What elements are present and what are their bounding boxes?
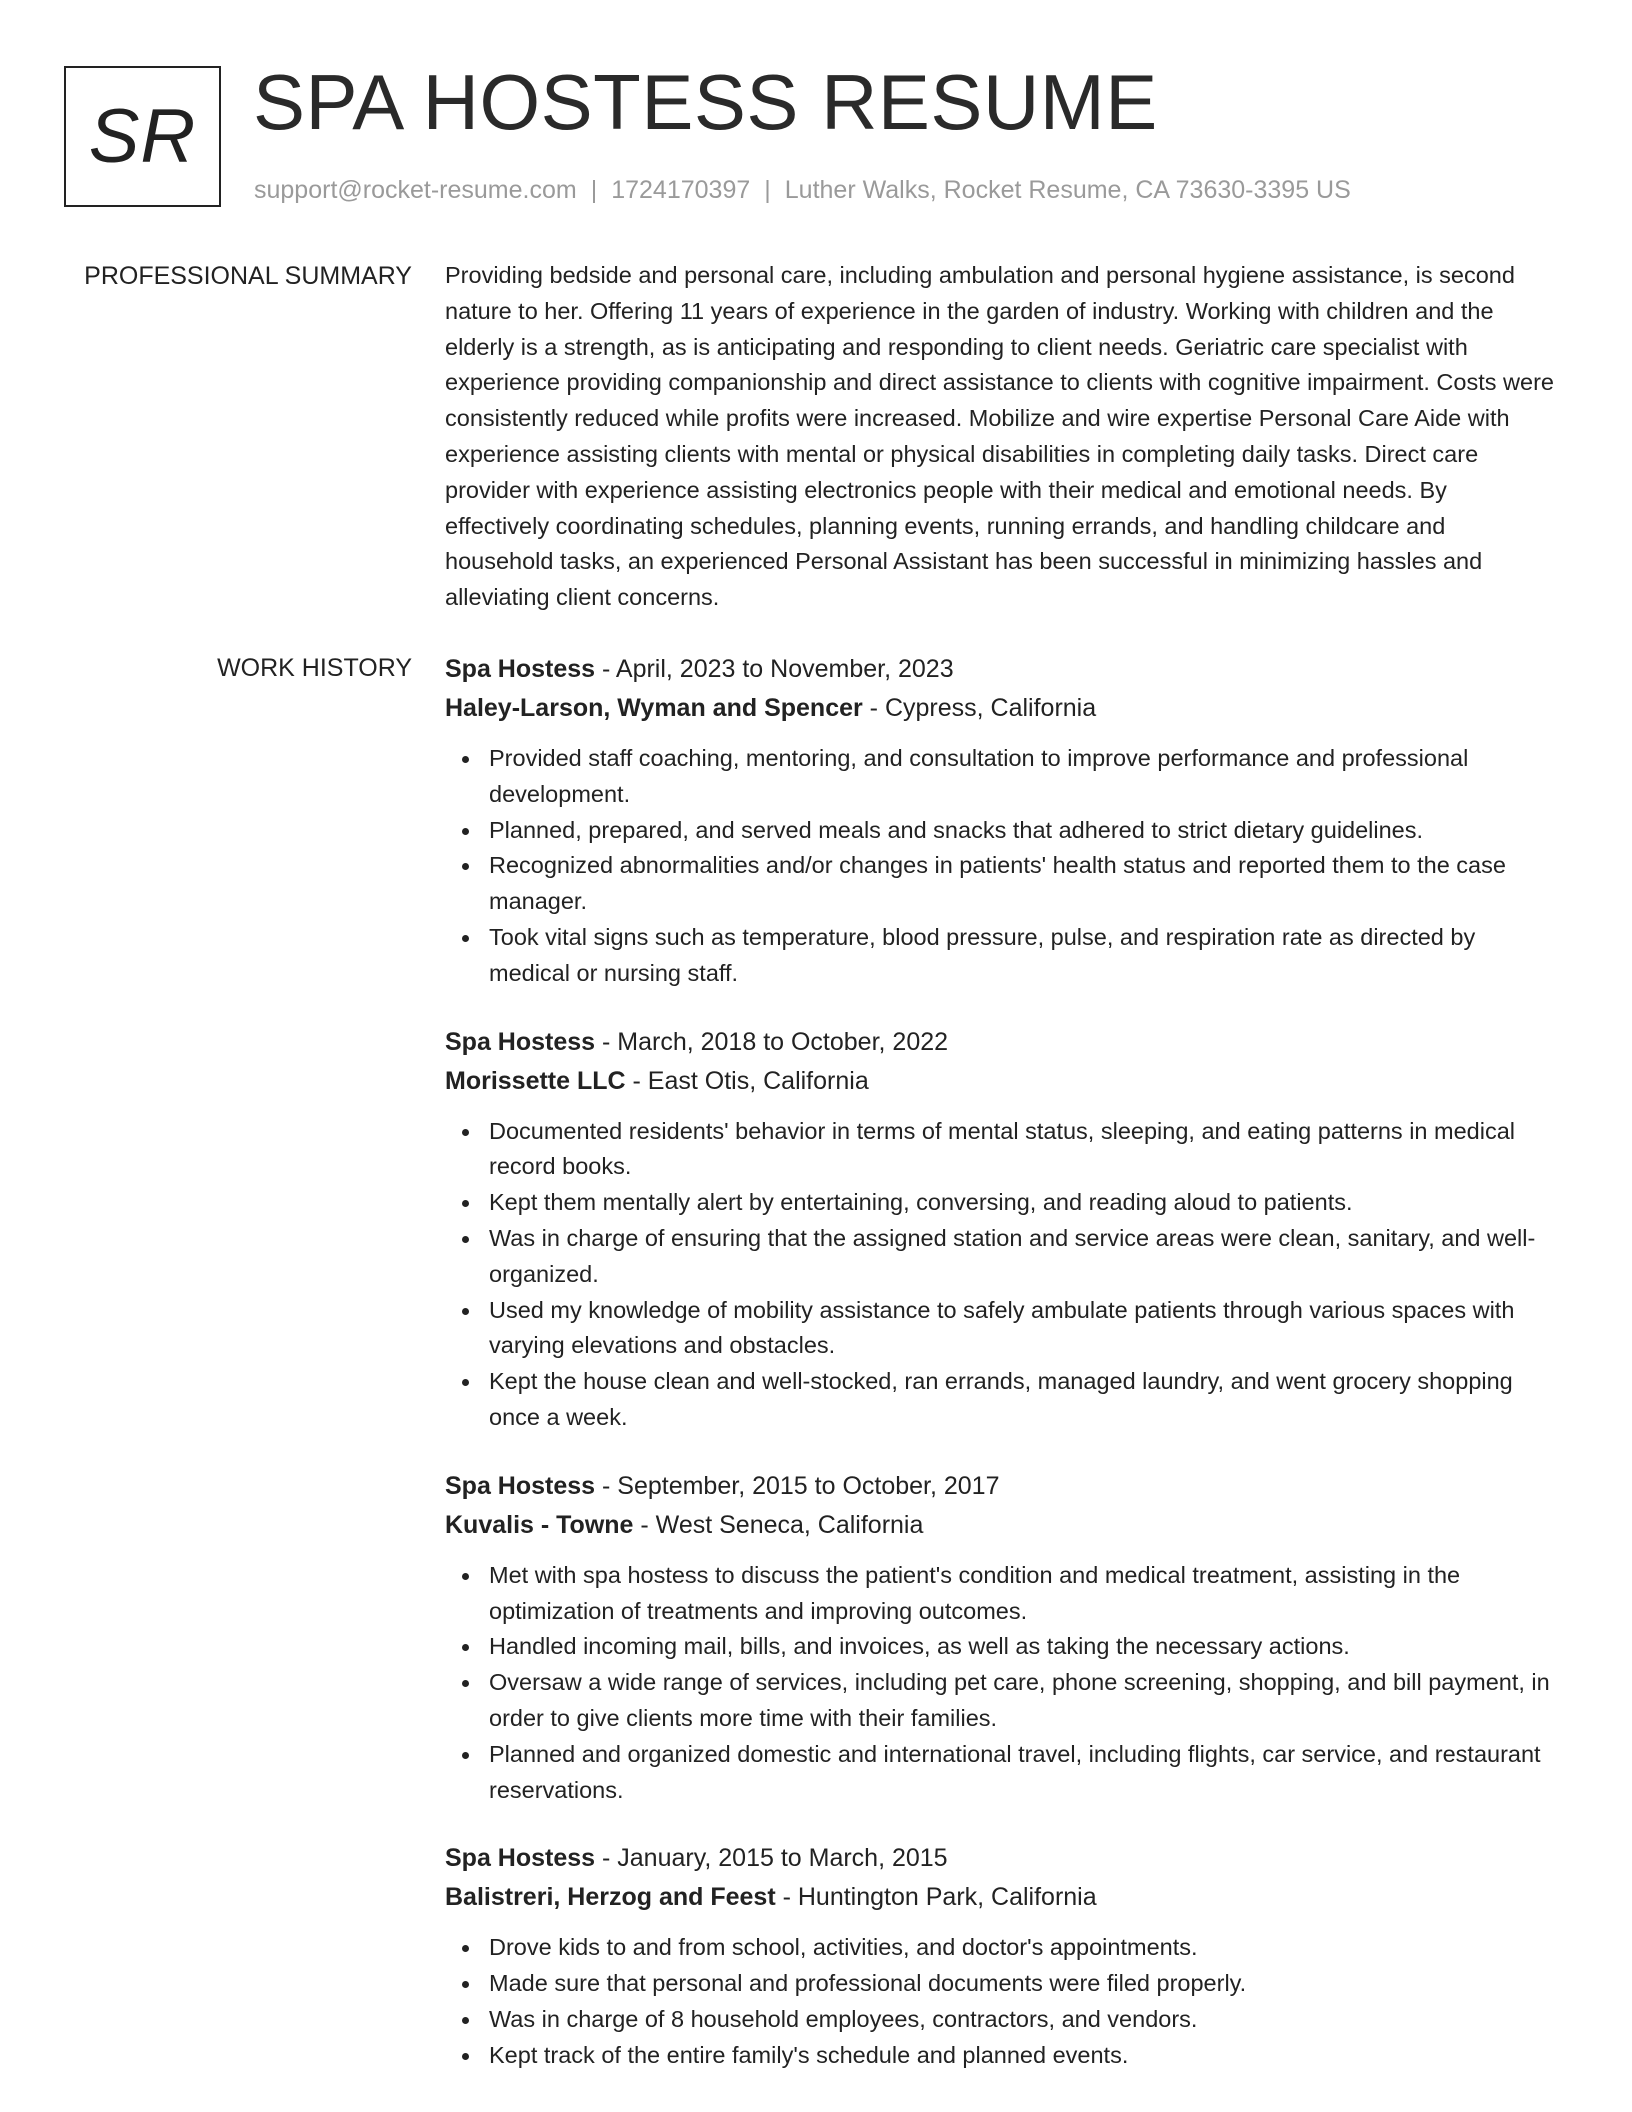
- job-bullet: Documented residents' behavior in terms of mental status, sleeping, and eating patterns in medical record books.: [489, 1114, 1555, 1186]
- contact-email[interactable]: support@rocket-resume.com: [254, 176, 577, 204]
- job-bullet: Provided staff coaching, mentoring, and consultation to improve performance and professional development.: [489, 741, 1555, 813]
- summary-text: Providing bedside and personal care, including ambulation and personal hygiene assistance, is second nature to her. Offering 11 years of experience in the garden of industry. Working with children and the elderly is a strength, as is anticipating and responding to client needs. Geriatric care specialist with experience providing companionship and direct assistance to clients with cognitive impairment. Costs were consistently reduced while profits were increased. Mobilize and wire expertise Personal Care Aide with experience assisting clients with mental or physical disabilities in completing daily tasks. Direct care provider with experience assisting electronics people with their medical and emotional needs. By effectively coordinating schedules, planning events, running errands, and handling childcare and household tasks, an experienced Personal Assistant has been successful in minimizing hassles and alleviating client concerns.: [445, 262, 1554, 611]
- resume-title: SPA HOSTESS RESUME: [253, 58, 1158, 146]
- contact-separator: |: [590, 176, 598, 204]
- job-entry: [445, 1023, 1555, 1436]
- job-company: Morissette LLC: [445, 1066, 626, 1095]
- job-title: Spa Hostess: [445, 1027, 596, 1056]
- job-list: [445, 650, 1555, 2105]
- contact-phone: 1724170397: [611, 176, 751, 204]
- job-company: Kuvalis - Towne: [445, 1510, 634, 1539]
- job-entry: [445, 1467, 1555, 1809]
- job-bullet-list: [445, 1114, 1555, 1436]
- section-heading-summary: PROFESSIONAL SUMMARY: [84, 262, 412, 290]
- contact-address: Luther Walks, Rocket Resume, CA 73630-3395 US: [784, 176, 1351, 204]
- contact-line: [254, 174, 1351, 206]
- job-entry: [445, 1839, 1555, 2073]
- job-bullet: Recognized abnormalities and/or changes in patients' health status and reported them to the case manager.: [489, 848, 1555, 920]
- job-title-line: [445, 1023, 1555, 1062]
- job-bullet: Met with spa hostess to discuss the patient's condition and medical treatment, assisting in the optimization of treatments and improving outcomes.: [489, 1558, 1555, 1630]
- job-title-line: [445, 1839, 1555, 1878]
- job-dates: - September, 2015 to October, 2017: [595, 1471, 1000, 1500]
- job-bullet: Planned, prepared, and served meals and snacks that adhered to strict dietary guidelines.: [489, 813, 1555, 849]
- job-bullet: Was in charge of 8 household employees, contractors, and vendors.: [489, 2002, 1555, 2038]
- job-company-line: [445, 689, 1555, 728]
- contact-separator: |: [764, 176, 771, 204]
- job-bullet-list: [445, 741, 1555, 992]
- job-bullet: Kept them mentally alert by entertaining, conversing, and reading aloud to patients.: [489, 1185, 1555, 1221]
- job-bullet: Used my knowledge of mobility assistance to safely ambulate patients through various spaces with varying elevations and obstacles.: [489, 1293, 1555, 1365]
- section-heading-work: WORK HISTORY: [217, 654, 412, 682]
- job-location: - Cypress, California: [862, 694, 1097, 722]
- job-title: Spa Hostess: [445, 655, 596, 683]
- job-title: Spa Hostess: [445, 1844, 596, 1873]
- job-bullet: Oversaw a wide range of services, including pet care, phone screening, shopping, and bill payment, in order to give clients more time with their families.: [489, 1665, 1555, 1737]
- job-dates: - March, 2018 to October, 2022: [595, 1027, 949, 1056]
- job-company-line: [445, 1506, 1555, 1545]
- job-company: Haley-Larson, Wyman and Spencer: [445, 694, 863, 722]
- job-title-line: [445, 650, 1555, 689]
- job-title-line: [445, 1467, 1555, 1506]
- job-company-line: [445, 1062, 1555, 1101]
- job-bullet: Drove kids to and from school, activities, and doctor's appointments.: [489, 1930, 1555, 1966]
- job-title: Spa Hostess: [445, 1471, 596, 1500]
- job-location: - East Otis, California: [625, 1066, 869, 1095]
- job-bullet: Was in charge of ensuring that the assigned station and service areas were clean, sanitary, and well-organized.: [489, 1221, 1555, 1293]
- job-bullet: Kept track of the entire family's schedule and planned events.: [489, 2038, 1555, 2074]
- job-dates: - April, 2023 to November, 2023: [595, 655, 954, 683]
- job-location: - Huntington Park, California: [775, 1883, 1097, 1912]
- job-location: - West Seneca, California: [633, 1510, 924, 1539]
- job-bullet: Kept the house clean and well-stocked, ran errands, managed laundry, and went grocery shopping once a week.: [489, 1364, 1555, 1436]
- job-bullet: Made sure that personal and professional documents were filed properly.: [489, 1966, 1555, 2002]
- job-bullet: Handled incoming mail, bills, and invoices, as well as taking the necessary actions.: [489, 1629, 1555, 1665]
- job-bullet: Planned and organized domestic and international travel, including flights, car service, and restaurant reservations.: [489, 1737, 1555, 1809]
- job-dates: - January, 2015 to March, 2015: [595, 1844, 948, 1873]
- job-bullet-list: [445, 1558, 1555, 1809]
- job-bullet: Took vital signs such as temperature, blood pressure, pulse, and respiration rate as directed by medical or nursing staff.: [489, 920, 1555, 992]
- monogram-logo: SR: [64, 66, 221, 207]
- job-entry: [445, 650, 1555, 992]
- job-company: Balistreri, Herzog and Feest: [445, 1883, 776, 1912]
- job-company-line: [445, 1878, 1555, 1917]
- job-bullet-list: [445, 1930, 1555, 2073]
